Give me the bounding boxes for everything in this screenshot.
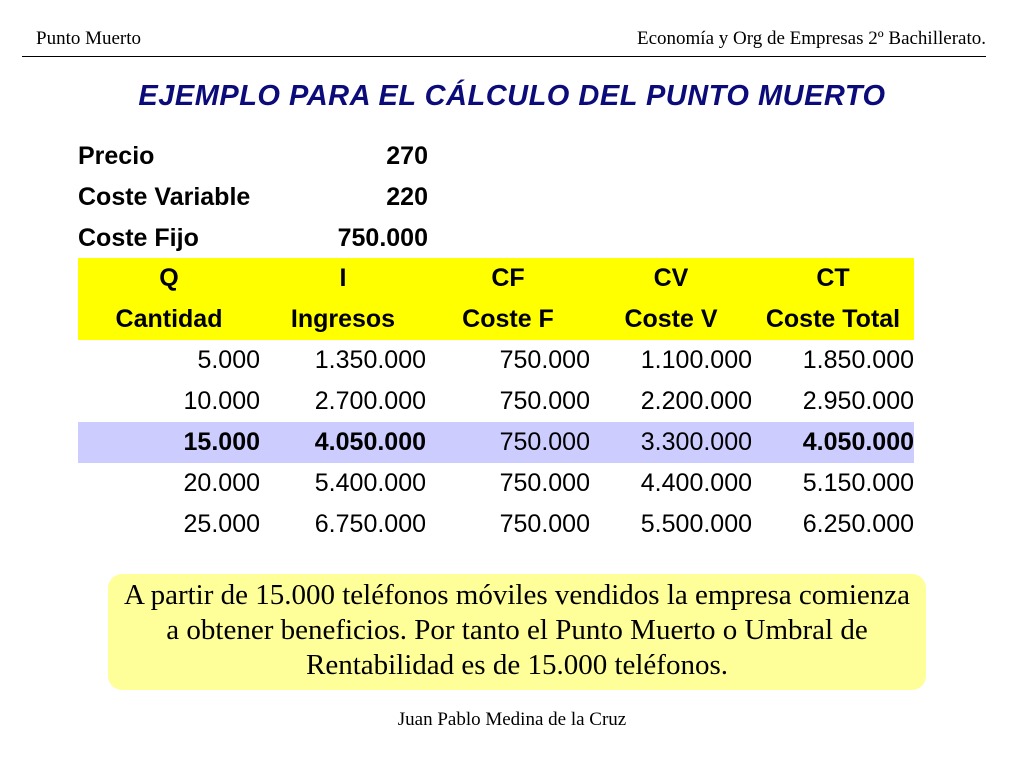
table-row <box>78 381 914 422</box>
table-cell: 6.750.000 <box>314 510 426 538</box>
page-title: EJEMPLO PARA EL CÁLCULO DEL PUNTO MUERTO <box>138 80 886 112</box>
column-symbol: CT <box>816 264 850 292</box>
table-cell: 5.500.000 <box>640 510 752 538</box>
param-label: Precio <box>78 142 155 170</box>
param-value: 220 <box>386 183 428 211</box>
table-cell: 6.250.000 <box>802 510 914 538</box>
param-value: 750.000 <box>337 224 428 252</box>
column-header: Cantidad <box>115 305 223 333</box>
page-header <box>22 26 986 57</box>
table-cell: 20.000 <box>183 469 260 497</box>
table-cell: 750.000 <box>499 387 590 415</box>
footer-author: Juan Pablo Medina de la Cruz <box>397 709 627 730</box>
table-row-break-even <box>78 422 914 463</box>
table-row <box>78 340 914 381</box>
column-symbol: Q <box>159 264 179 292</box>
table-row <box>78 504 914 545</box>
table-cell: 2.700.000 <box>314 387 426 415</box>
table-cell: 15.000 <box>183 428 260 456</box>
table-cell: 10.000 <box>183 387 260 415</box>
column-header: Coste Total <box>765 305 901 333</box>
table-row <box>78 463 914 504</box>
table-cell: 1.850.000 <box>802 346 914 374</box>
table-cell: 750.000 <box>499 346 590 374</box>
column-header: Ingresos <box>290 305 396 333</box>
column-header: Coste V <box>624 305 718 333</box>
table-cell: 5.150.000 <box>802 469 914 497</box>
table-cell: 5.000 <box>197 346 260 374</box>
column-symbol: I <box>339 264 347 292</box>
table-cell: 1.350.000 <box>314 346 426 374</box>
header-left-text: Punto Muerto <box>36 28 142 49</box>
table-cell: 25.000 <box>183 510 260 538</box>
table-cell: 3.300.000 <box>640 428 752 456</box>
table-header-row <box>78 299 914 340</box>
param-label: Coste Fijo <box>78 224 199 252</box>
table-cell: 750.000 <box>499 469 590 497</box>
table-cell: 2.200.000 <box>640 387 752 415</box>
table-cell: 2.950.000 <box>802 387 914 415</box>
table-cell: 750.000 <box>499 510 590 538</box>
column-header: Coste F <box>462 305 554 333</box>
table-cell: 4.400.000 <box>640 469 752 497</box>
table-cell: 4.050.000 <box>314 428 426 456</box>
table-cell: 750.000 <box>499 428 590 456</box>
param-row-precio <box>78 136 428 177</box>
column-symbol: CV <box>653 264 689 292</box>
break-even-table <box>78 258 914 545</box>
column-symbol: CF <box>491 264 525 292</box>
table-cell: 4.050.000 <box>802 428 914 456</box>
param-label: Coste Variable <box>78 183 251 211</box>
param-row-coste-variable <box>78 177 428 218</box>
table-cell: 1.100.000 <box>640 346 752 374</box>
param-value: 270 <box>386 142 428 170</box>
table-symbol-row <box>78 258 914 299</box>
conclusion-callout: A partir de 15.000 teléfonos móviles vendidos la empresa comienza a obtener beneficios. Por tanto el Punto Muerto o Umbral de Rentabilidad es de 15.000 teléfonos. <box>108 574 926 690</box>
param-row-coste-fijo <box>78 218 428 259</box>
table-cell: 5.400.000 <box>314 469 426 497</box>
header-right-text: Economía y Org de Empresas 2º Bachillerato. <box>636 28 986 49</box>
parameters-block <box>78 136 428 259</box>
